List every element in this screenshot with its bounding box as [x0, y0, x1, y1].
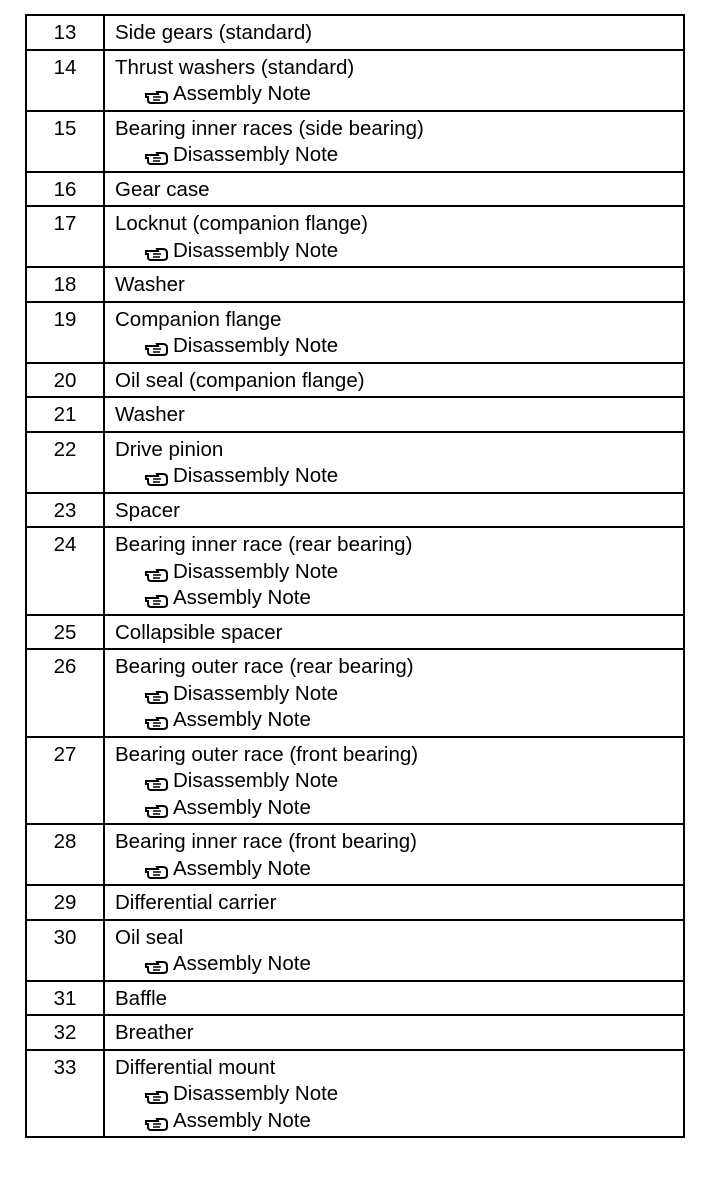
item-number: 21	[26, 397, 104, 432]
table-row	[26, 15, 684, 50]
pointing-hand-icon	[145, 800, 169, 816]
note-label: Assembly Note	[173, 795, 311, 819]
table-row	[26, 824, 684, 885]
item-description: Bearing outer race (front bearing)	[115, 742, 419, 766]
pointing-hand-icon	[145, 861, 169, 877]
item-description-cell	[104, 432, 684, 493]
item-description: Oil seal (companion flange)	[115, 368, 365, 392]
note-label: Disassembly Note	[173, 238, 339, 262]
item-number: 18	[26, 267, 104, 302]
item-number: 16	[26, 172, 104, 207]
table-row	[26, 527, 684, 615]
table-row	[26, 1050, 684, 1138]
parts-table-body	[26, 15, 684, 1137]
note-reference	[115, 951, 683, 978]
note-label: Assembly Note	[173, 586, 311, 609]
item-number: 33	[26, 1050, 104, 1138]
pointing-hand-icon	[145, 338, 169, 354]
note-label: Disassembly Note	[173, 464, 339, 487]
item-description-cell	[104, 885, 684, 920]
pointing-hand-icon	[145, 712, 169, 728]
item-number: 29	[26, 885, 104, 920]
pointing-hand-icon	[145, 468, 169, 484]
item-description: Drive pinion	[115, 437, 224, 461]
note-label: Disassembly Note	[173, 1082, 339, 1105]
item-number: 15	[26, 111, 104, 172]
table-row	[26, 302, 684, 363]
pointing-hand-icon	[145, 86, 169, 102]
note-label: Disassembly Note	[173, 334, 339, 357]
table-row	[26, 493, 684, 528]
table-row	[26, 172, 684, 207]
note-label: Assembly Note	[173, 1108, 311, 1132]
item-description: Gear case	[115, 177, 210, 201]
item-description: Differential mount	[115, 1055, 276, 1079]
item-description-cell	[104, 206, 684, 267]
item-description-cell	[104, 1015, 684, 1050]
pointing-hand-icon	[145, 773, 169, 789]
item-number: 14	[26, 50, 104, 111]
item-description-cell	[104, 615, 684, 650]
table-row	[26, 432, 684, 493]
note-reference	[115, 795, 683, 822]
item-description: Washer	[115, 403, 185, 426]
item-description: Collapsible spacer	[115, 620, 283, 644]
item-description-cell	[104, 824, 684, 885]
note-label: Disassembly Note	[173, 559, 339, 583]
note-reference	[115, 681, 683, 708]
item-description: Baffle	[115, 986, 168, 1010]
note-label: Assembly Note	[173, 82, 311, 105]
item-description: Spacer	[115, 498, 180, 522]
item-description-cell	[104, 111, 684, 172]
note-reference	[115, 1108, 683, 1135]
item-description-cell	[104, 920, 684, 981]
item-number: 13	[26, 15, 104, 50]
note-label: Disassembly Note	[173, 143, 339, 166]
note-reference	[115, 81, 683, 108]
pointing-hand-icon	[145, 243, 169, 259]
item-description-cell	[104, 363, 684, 398]
note-label: Assembly Note	[173, 708, 311, 731]
note-reference	[115, 463, 683, 490]
note-label: Disassembly Note	[173, 769, 339, 792]
item-description: Oil seal	[115, 925, 184, 949]
note-label: Assembly Note	[173, 856, 311, 880]
pointing-hand-icon	[145, 590, 169, 606]
pointing-hand-icon	[145, 956, 169, 972]
item-number: 20	[26, 363, 104, 398]
item-description-cell	[104, 302, 684, 363]
table-row	[26, 920, 684, 981]
table-row	[26, 615, 684, 650]
item-number: 26	[26, 649, 104, 737]
item-description-cell	[104, 737, 684, 825]
pointing-hand-icon	[145, 147, 169, 163]
item-description-cell	[104, 1050, 684, 1138]
note-reference	[115, 707, 683, 734]
table-row	[26, 363, 684, 398]
item-description: Side gears (standard)	[115, 21, 313, 44]
item-number: 31	[26, 981, 104, 1016]
item-description: Locknut (companion flange)	[115, 212, 368, 235]
parts-table	[25, 14, 685, 1138]
item-number: 22	[26, 432, 104, 493]
table-row	[26, 50, 684, 111]
note-reference	[115, 142, 683, 169]
table-row	[26, 111, 684, 172]
item-description-cell	[104, 267, 684, 302]
item-number: 28	[26, 824, 104, 885]
note-reference	[115, 333, 683, 360]
table-row	[26, 397, 684, 432]
note-reference	[115, 238, 683, 265]
note-label: Assembly Note	[173, 952, 311, 975]
item-description-cell	[104, 527, 684, 615]
item-description: Bearing inner races (side bearing)	[115, 116, 424, 140]
note-reference	[115, 856, 683, 883]
pointing-hand-icon	[145, 686, 169, 702]
note-reference	[115, 559, 683, 586]
item-description: Bearing inner race (front bearing)	[115, 830, 417, 853]
item-description-cell	[104, 15, 684, 50]
pointing-hand-icon	[145, 1113, 169, 1129]
item-description: Breather	[115, 1021, 194, 1044]
table-row	[26, 267, 684, 302]
table-row	[26, 1015, 684, 1050]
item-description: Bearing inner race (rear bearing)	[115, 533, 413, 556]
item-description-cell	[104, 50, 684, 111]
note-reference	[115, 768, 683, 795]
item-number: 17	[26, 206, 104, 267]
table-row	[26, 885, 684, 920]
item-description-cell	[104, 172, 684, 207]
item-description: Companion flange	[115, 307, 282, 331]
table-row	[26, 649, 684, 737]
item-number: 32	[26, 1015, 104, 1050]
item-description-cell	[104, 981, 684, 1016]
item-number: 25	[26, 615, 104, 650]
note-label: Disassembly Note	[173, 681, 339, 705]
item-number: 30	[26, 920, 104, 981]
pointing-hand-icon	[145, 564, 169, 580]
item-description-cell	[104, 397, 684, 432]
item-number: 27	[26, 737, 104, 825]
item-description-cell	[104, 649, 684, 737]
table-row	[26, 737, 684, 825]
table-row	[26, 981, 684, 1016]
item-number: 23	[26, 493, 104, 528]
item-description: Bearing outer race (rear bearing)	[115, 655, 414, 678]
item-description: Differential carrier	[115, 891, 277, 914]
item-number: 24	[26, 527, 104, 615]
note-reference	[115, 585, 683, 612]
item-number: 19	[26, 302, 104, 363]
table-row	[26, 206, 684, 267]
pointing-hand-icon	[145, 1086, 169, 1102]
item-description: Washer	[115, 273, 185, 296]
item-description: Thrust washers (standard)	[115, 55, 355, 79]
item-description-cell	[104, 493, 684, 528]
note-reference	[115, 1081, 683, 1108]
